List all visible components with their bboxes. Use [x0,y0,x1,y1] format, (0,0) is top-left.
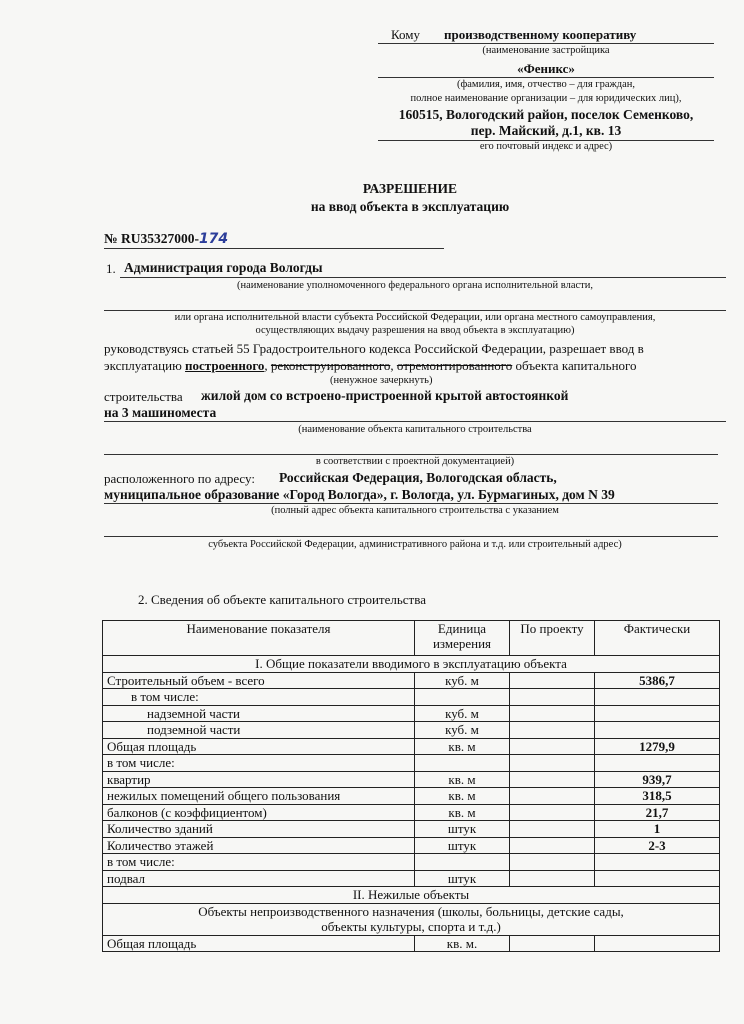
row-name: квартир [103,771,415,788]
table-row [103,705,720,722]
row-actual: 318,5 [595,788,720,805]
row-name: Количество зданий [103,821,415,838]
table-row [103,672,720,689]
table-row [103,689,720,706]
row-project [510,755,595,772]
table-row [103,722,720,739]
row-unit [415,854,510,871]
header-project: По проекту [510,621,595,656]
row-unit [415,689,510,706]
permit-number-handwritten: 174 [198,231,229,247]
authority-underline-2 [104,310,726,311]
row-project [510,705,595,722]
group2-subtitle-1: Объекты непроизводственного назначения (школы, больницы, детские сады, [198,903,624,919]
row-unit: кв. м [415,771,510,788]
row-project [510,854,595,871]
row-actual [595,870,720,887]
row-project [510,689,595,706]
object-address-1: Российская Федерация, Вологодская область, [279,470,557,485]
hint-post: его почтовый индекс и адрес) [479,141,613,152]
table-row [103,755,720,772]
row-actual [595,755,720,772]
text-located: расположенного по адресу: [104,471,255,486]
row-actual: 21,7 [595,804,720,821]
header-actual: Фактически [595,621,720,656]
section1-number: 1. [106,261,116,276]
row-name: балконов (с коэффициентом) [103,804,415,821]
row-name: Общая площадь [103,935,415,952]
group1-title: I. Общие показатели вводимого в эксплуатацию объекта [103,656,720,673]
permit-number [104,231,228,247]
row-name: Строительный объем - всего [103,672,415,689]
object-info-table [102,620,720,952]
object-name-2: на 3 машиноместа [104,405,217,420]
row-actual: 1 [595,821,720,838]
row-unit: штук [415,821,510,838]
permit-number-prefix: № RU35327000- [104,231,199,246]
address-obj-underline [104,503,718,504]
row-unit: штук [415,870,510,887]
table-row [103,935,720,952]
row-project [510,804,595,821]
header-unit-1: Единица [437,621,487,636]
text-construction: строительства [104,389,183,404]
row-project [510,837,595,854]
object-name-1: жилой дом со встроено-пристроенной крытой автостоянкой [201,388,569,403]
text-guided: руководствуясь статьей 55 Градостроительного кодекса Российской Федерации, разрешает ввод в [104,341,644,356]
table-header-row [103,621,720,656]
row-actual [595,705,720,722]
doc-title: РАЗРЕШЕНИЕ [362,181,458,196]
address-line-2: пер. Майский, д.1, кв. 13 [470,123,622,138]
hint-project: в соответствии с проектной документацией) [315,456,515,467]
group2-sub-row [103,903,720,935]
table-row [103,854,720,871]
group2-subtitle-2: объекты культуры, спорта и т.д.) [321,918,501,934]
object-underline [104,421,726,422]
row-unit [415,755,510,772]
doc-subtitle: на ввод объекта в эксплуатацию [310,199,510,214]
group1-row [103,656,720,673]
hint-authority-3: осуществляющих выдачу разрешения на ввод объекта в эксплуатацию) [255,325,575,336]
hint-strike: (ненужное зачеркнуть) [330,375,433,386]
table-row [103,821,720,838]
row-actual [595,935,720,952]
text-commission-line: эксплуатацию построенного, реконструированного, отремонтированного объекта капитального [104,358,637,373]
table-row [103,837,720,854]
row-name: в том числе: [103,755,415,772]
row-actual: 1279,9 [595,738,720,755]
row-actual [595,689,720,706]
row-unit: куб. м [415,722,510,739]
row-name: подземной части [103,722,415,739]
option-repaired: отремонтированного [396,358,513,373]
row-project [510,771,595,788]
row-actual: 5386,7 [595,672,720,689]
row-unit: куб. м [415,705,510,722]
row-name: нежилых помещений общего пользования [103,788,415,805]
row-name: надземной части [103,705,415,722]
row-unit: штук [415,837,510,854]
number-underline [104,248,444,249]
option-built: построенного [185,358,265,373]
row-actual [595,722,720,739]
authority-name: Администрация города Вологды [124,260,323,275]
header-unit-2: измерения [432,636,492,651]
row-project [510,788,595,805]
address-obj-underline-2 [104,536,718,537]
row-name: в том числе: [103,689,415,706]
hint-fio-1: (фамилия, имя, отчество – для граждан, [456,79,636,90]
row-actual: 939,7 [595,771,720,788]
row-project [510,870,595,887]
row-name: подвал [103,870,415,887]
hint-authority-2: или органа исполнительной власти субъекта Российской Федерации, или органа местного самоуправления, [174,312,656,323]
group2-row [103,887,720,904]
to-underline [378,43,714,44]
header-name: Наименование показателя [103,621,415,656]
row-unit: куб. м [415,672,510,689]
row-project [510,722,595,739]
to-value: производственному кооперативу [444,27,637,42]
row-name: Общая площадь [103,738,415,755]
row-unit: кв. м. [415,935,510,952]
text-commission: эксплуатацию [104,358,182,373]
org-underline [378,77,714,78]
table-row [103,804,720,821]
hint-builder: (наименование застройщика [482,45,610,56]
hint-address-1: (полный адрес объекта капитального строительства с указанием [271,505,559,516]
object-underline-2 [104,454,718,455]
row-unit: кв. м [415,788,510,805]
row-name: в том числе: [103,854,415,871]
row-actual [595,854,720,871]
text-capital-object: объекта капитального [515,358,637,373]
row-project [510,821,595,838]
row-project [510,935,595,952]
hint-address-2: субъекта Российской Федерации, административного района и т.д. или строительный адрес) [208,539,622,550]
object-address-2: муниципальное образование «Город Вологда», г. Вологда, ул. Бурмагиных, дом N 39 [104,487,615,502]
authority-underline [120,277,726,278]
row-actual: 2-3 [595,837,720,854]
row-project [510,672,595,689]
table-row [103,870,720,887]
row-name: Количество этажей [103,837,415,854]
address-line-1: 160515, Вологодский район, поселок Семенково, [398,107,694,122]
option-reconstructed: реконструированного [270,358,391,373]
group2-subtitle [103,903,720,935]
hint-fio-2: полное наименование организации – для юридических лиц), [410,93,682,104]
table-row [103,788,720,805]
to-label: Кому [391,27,421,42]
row-unit: кв. м [415,738,510,755]
row-unit: кв. м [415,804,510,821]
org-name: «Феникс» [517,61,575,76]
section2-heading: 2. Сведения об объекте капитального строительства [138,592,426,607]
group2-title: II. Нежилые объекты [103,887,720,904]
header-unit [415,621,510,656]
table-row [103,738,720,755]
table-row [103,771,720,788]
hint-object: (наименование объекта капитального строительства [298,424,532,435]
row-project [510,738,595,755]
hint-authority: (наименование уполномоченного федерального органа исполнительной власти, [236,280,594,291]
